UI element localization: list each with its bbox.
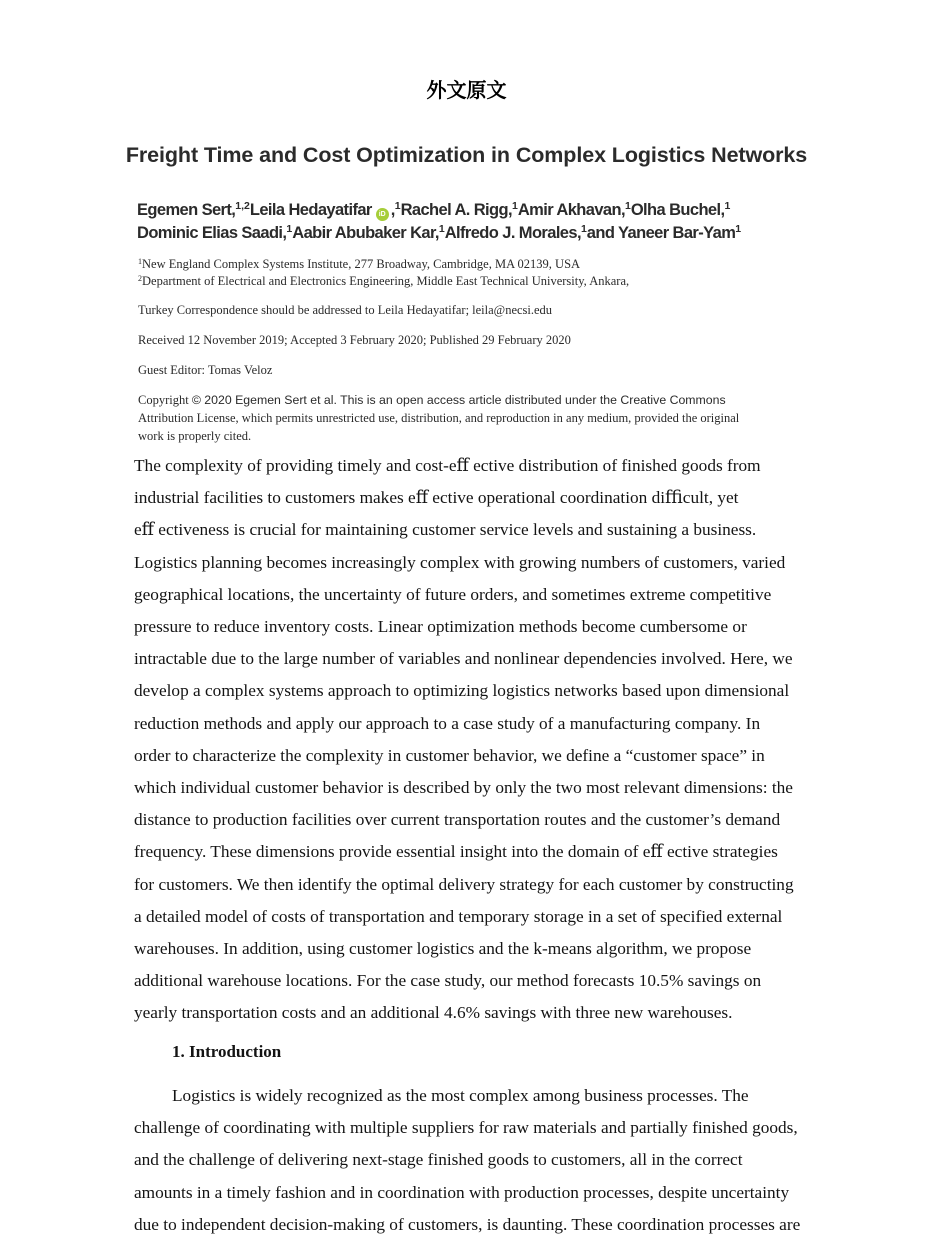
- publication-dates: Received 12 November 2019; Accepted 3 February 2020; Published 29 February 2020: [138, 333, 571, 347]
- author-affiliation-mark: 1: [511, 200, 518, 212]
- paper-title: Freight Time and Cost Optimization in Complex Logistics Networks: [125, 143, 808, 167]
- text-line: amounts in a timely fashion and in coordination with production processes, despite uncertainty: [134, 1182, 790, 1202]
- author-name: and Yaneer Bar-Yam: [586, 224, 736, 242]
- text-line: which individual customer behavior is described by only the two most relevant dimensions: the: [134, 778, 793, 798]
- affiliation-2: $^2$Department of Electrical and Electronics Engineering, Middle East Technical University, Ankara,: [138, 274, 630, 288]
- text-line: geographical locations, the uncertainty of future orders, and sometimes extreme competitive: [134, 584, 772, 604]
- author-affiliation-mark: 1: [724, 200, 731, 212]
- text-line: additional warehouse locations. For the case study, our method forecasts 10.5% savings on: [134, 971, 762, 991]
- chinese-header: 外文原文: [426, 78, 507, 102]
- text-line: frequency. These dimensions provide essential insight into the domain of eﬀ ective strategies: [134, 842, 778, 862]
- abstract: [134, 450, 864, 1030]
- text-line: distance to production facilities over current transportation routes and the customer’s demand: [134, 810, 781, 830]
- author-name: Amir Akhavan,: [517, 201, 625, 219]
- text-line: for customers. We then identify the optimal delivery strategy for each customer by constructing: [134, 874, 794, 894]
- text-line: due to independent decision-making of customers, is daunting. These coordination processes are: [134, 1214, 801, 1234]
- text-line: and the challenge of delivering next-stage finished goods to customers, all in the correct: [134, 1150, 743, 1170]
- text-line: pressure to reduce inventory costs. Linear optimization methods become cumbersome or: [134, 617, 747, 637]
- text-line: industrial facilities to customers makes eﬀ ective operational coordination diﬃcult, yet: [134, 488, 739, 508]
- author-list: [137, 199, 857, 245]
- text-line: yearly transportation costs and an additional 4.6% savings with three new warehouses.: [134, 1003, 733, 1023]
- affiliation-1: $^1$New England Complex Systems Institute, 277 Broadway, Cambridge, MA 02139, USA: [138, 257, 581, 271]
- author-name: Olha Buchel,: [630, 201, 725, 219]
- text-line: develop a complex systems approach to optimizing logistics networks based upon dimensional: [134, 681, 790, 701]
- text-line: eﬀ ectiveness is crucial for maintaining customer service levels and sustaining a business.: [134, 520, 757, 540]
- text-line: The complexity of providing timely and cost-eﬀ ective distribution of finished goods from: [134, 456, 761, 475]
- text-line: warehouses. In addition, using customer logistics and the k-means algorithm, we propose: [134, 939, 752, 959]
- author-name: Leila Hedayatifar: [249, 201, 372, 219]
- section-heading-introduction: 1. Introduction: [172, 1042, 282, 1061]
- author-affiliation-mark: 1: [286, 223, 293, 235]
- author-affiliation-mark: 1: [438, 223, 445, 235]
- orcid-icon[interactable]: iD: [376, 208, 389, 221]
- introduction-body: [134, 1080, 864, 1241]
- author-separator: ,: [390, 201, 395, 219]
- author-affiliation-mark: 1: [735, 223, 742, 235]
- author-name: Aabir Abubaker Kar,: [292, 224, 439, 242]
- correspondence: Turkey Correspondence should be addressed to Leila Hedayatifar; leila@necsi.edu: [138, 303, 553, 317]
- text-line: a detailed model of costs of transportation and temporary storage in a set of specified external: [134, 906, 783, 926]
- text-line: reduction methods and apply our approach to a case study of a manufacturing company. In: [134, 713, 761, 733]
- author-affiliation-mark: 1: [624, 200, 631, 212]
- text-line: Logistics planning becomes increasingly complex with growing numbers of customers, varied: [134, 552, 786, 572]
- text-line: Logistics is widely recognized as the most complex among business processes. The: [172, 1086, 749, 1105]
- author-affiliation-mark: 1: [580, 223, 587, 235]
- author-name: Dominic Elias Saadi,: [137, 224, 287, 242]
- author-name: Egemen Sert,: [137, 201, 236, 219]
- text-line: order to characterize the complexity in customer behavior, we define a “customer space” in: [134, 745, 765, 765]
- author-name: Alfredo J. Morales,: [444, 224, 581, 242]
- author-name: Rachel A. Rigg,: [400, 201, 512, 219]
- author-affiliation-mark: 1,2: [235, 200, 250, 212]
- copyright-notice: Copyright © 2020 Egemen Sert et al. This is an open access article distributed under the Creative Commons Attribution License, which permits unrestricted use, distribution, and reproduction in any medium, provided the original work is properly cited.: [138, 393, 740, 443]
- guest-editor: Guest Editor: Tomas Veloz: [138, 363, 273, 377]
- author-affiliation-mark: 1: [394, 200, 401, 212]
- text-line: challenge of coordinating with multiple suppliers for raw materials and partially finished goods,: [134, 1118, 798, 1138]
- text-line: intractable due to the large number of variables and nonlinear dependencies involved. Here, we: [134, 649, 793, 669]
